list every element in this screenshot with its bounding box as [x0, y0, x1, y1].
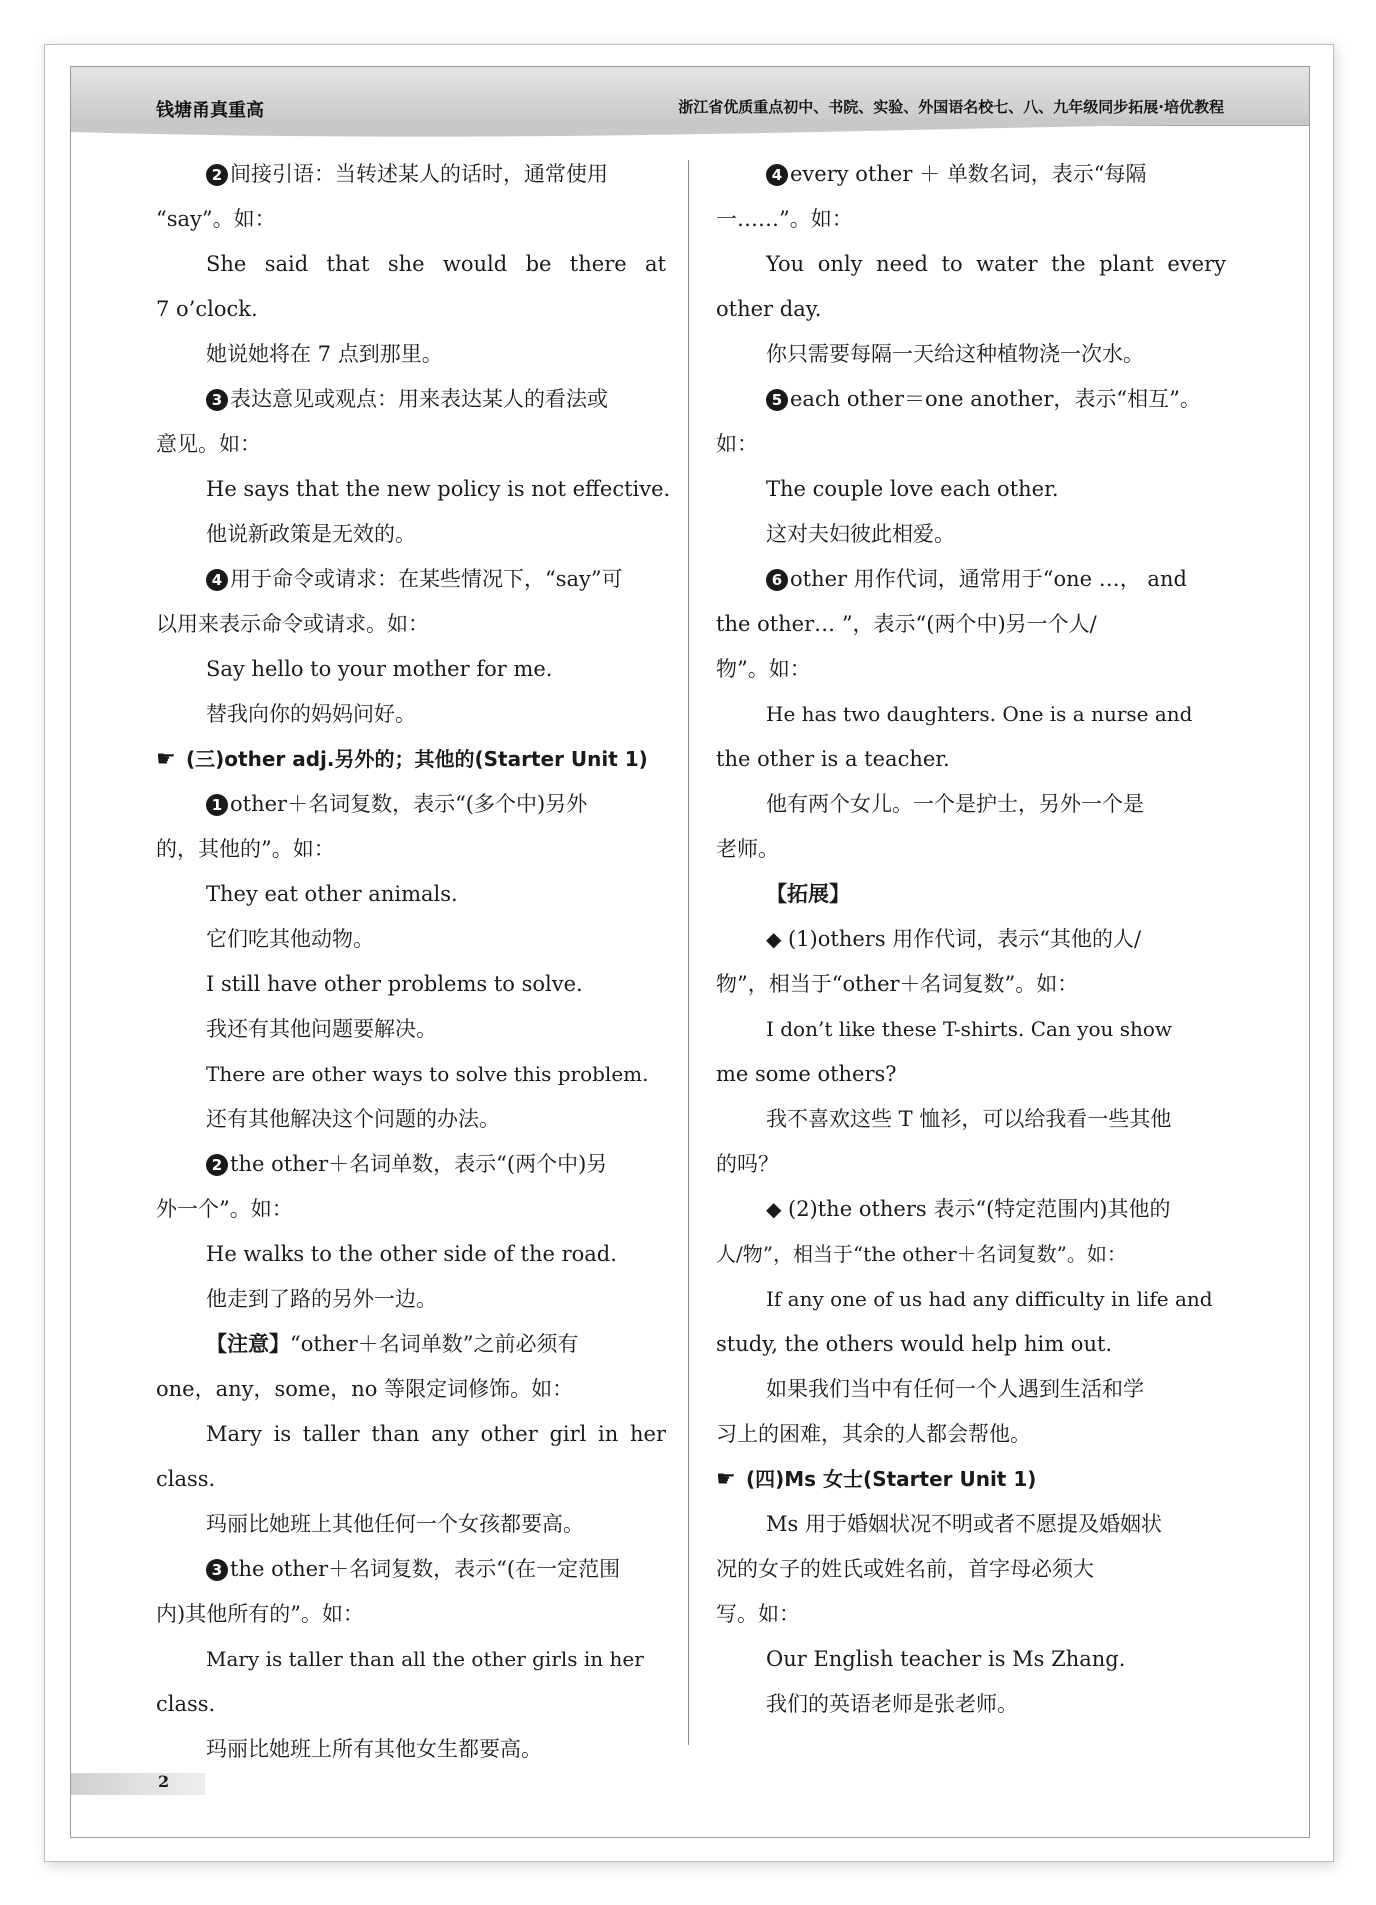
- example-en: He has two daughters. One is a nurse and: [766, 702, 1193, 726]
- paragraph-cont: 外一个”。如：: [156, 1197, 293, 1221]
- example-en: He says that the new policy is not effective.: [206, 477, 671, 501]
- example-zh: 玛丽比她班上其他任何一个女孩都要高。: [206, 1512, 584, 1536]
- footer-bar: [71, 1773, 205, 1795]
- example-en: Say hello to your mother for me.: [206, 657, 553, 681]
- paragraph: 2 the other＋名词单数，表示“(两个中)另: [156, 1142, 666, 1187]
- example-en: Mary is taller than all the other girls in her: [206, 1647, 644, 1671]
- example-en-cont: the other is a teacher.: [716, 747, 950, 771]
- paragraph: 3 the other＋名词复数，表示“(在一定范围: [156, 1547, 666, 1592]
- example-en-cont: class.: [156, 1467, 216, 1491]
- example-en: There are other ways to solve this problem.: [206, 1062, 649, 1086]
- example-zh: 它们吃其他动物。: [206, 927, 374, 951]
- right-column: [716, 152, 1226, 1727]
- example-zh-cont: 老师。: [716, 837, 779, 861]
- example-zh: 他走到了路的另外一边。: [206, 1287, 437, 1311]
- paragraph: 3 表达意见或观点：用来表达某人的看法或: [156, 377, 666, 422]
- page-number: 2: [158, 1772, 170, 1791]
- example-zh: 还有其他解决这个问题的办法。: [206, 1107, 500, 1131]
- example-en-cont: other day.: [716, 297, 822, 321]
- paragraph: ◆ (1)others 用作代词，表示“其他的人/: [716, 917, 1226, 962]
- section-heading-3: ☛ (三)other adj.另外的；其他的(Starter Unit 1): [156, 737, 666, 782]
- paragraph-cont: 写。如：: [716, 1602, 800, 1626]
- example-en: I still have other problems to solve.: [206, 972, 583, 996]
- example-zh-cont: 的吗？: [716, 1152, 779, 1176]
- circled-number-icon: 4: [766, 164, 788, 186]
- column-divider: [688, 160, 689, 1745]
- paragraph: 5 each other＝one another，表示“相互”。: [716, 377, 1226, 422]
- circled-number-icon: 2: [206, 164, 228, 186]
- paragraph-cont: 况的女子的姓氏或姓名前，首字母必须大: [716, 1557, 1094, 1581]
- example-zh: 你只需要每隔一天给这种植物浇一次水。: [766, 342, 1144, 366]
- paragraph-cont: one，any，some，no 等限定词修饰。如：: [156, 1377, 574, 1401]
- note-paragraph: 【注意】“other＋名词单数”之前必须有: [206, 1332, 579, 1356]
- paragraph-cont: 以用来表示命令或请求。如：: [156, 612, 429, 636]
- example-en: If any one of us had any difficulty in life and: [766, 1287, 1213, 1311]
- example-en: Our English teacher is Ms Zhang.: [766, 1647, 1126, 1671]
- example-zh-cont: 习上的困难，其余的人都会帮他。: [716, 1422, 1031, 1446]
- circled-number-icon: 5: [766, 389, 788, 411]
- paragraph: 1 other＋名词复数，表示“(多个中)另外: [156, 782, 666, 827]
- example-zh: 他说新政策是无效的。: [206, 522, 416, 546]
- header-left-title: 钱塘甬真重高: [156, 100, 264, 121]
- paragraph-cont: 意见。如：: [156, 432, 261, 456]
- paragraph-cont: 的，其他的”。如：: [156, 837, 335, 861]
- example-en: Mary is taller than any other girl in her: [206, 1422, 666, 1446]
- header-wave: [71, 118, 1309, 148]
- section-heading-4: ☛ (四)Ms 女士(Starter Unit 1): [716, 1457, 1226, 1502]
- pointing-hand-icon: ☛: [716, 1467, 736, 1492]
- example-en-cont: me some others?: [716, 1062, 897, 1086]
- example-zh: 替我向你的妈妈问好。: [206, 702, 416, 726]
- paragraph-cont: 物”。如：: [716, 657, 811, 681]
- paragraph-cont: “say”。如：: [156, 207, 276, 231]
- paragraph-cont: the other… ”，表示“(两个中)另一个人/: [716, 612, 1097, 636]
- left-column: [156, 152, 671, 1772]
- diamond-bullet-icon: ◆: [766, 1197, 782, 1221]
- example-en-cont: study, the others would help him out.: [716, 1332, 1113, 1356]
- circled-number-icon: 6: [766, 569, 788, 591]
- paragraph: 6 other 用作代词，通常用于“one …， and: [716, 557, 1226, 602]
- pointing-hand-icon: ☛: [156, 747, 176, 772]
- expand-label: 【拓展】: [766, 882, 850, 906]
- paragraph-cont: 如：: [716, 432, 758, 456]
- example-en: He walks to the other side of the road.: [206, 1242, 617, 1266]
- example-zh: 如果我们当中有任何一个人遇到生活和学: [766, 1377, 1144, 1401]
- paragraph-cont: 内)其他所有的”。如：: [156, 1602, 364, 1626]
- paragraph: 4 用于命令或请求：在某些情况下，“say”可: [156, 557, 666, 602]
- example-zh: 他有两个女儿。一个是护士，另外一个是: [766, 792, 1144, 816]
- example-zh: 我不喜欢这些 T 恤衫，可以给我看一些其他: [766, 1107, 1172, 1131]
- example-zh: 我们的英语老师是张老师。: [766, 1692, 1018, 1716]
- example-en-cont: class.: [156, 1692, 216, 1716]
- example-zh: 我还有其他问题要解决。: [206, 1017, 437, 1041]
- paragraph: ◆ (2)the others 表示“(特定范围内)其他的: [716, 1187, 1226, 1232]
- note-label: 【注意】: [206, 1332, 290, 1356]
- circled-number-icon: 2: [206, 1154, 228, 1176]
- example-zh: 这对夫妇彼此相爱。: [766, 522, 955, 546]
- paragraph: 4 every other ＋ 单数名词，表示“每隔: [716, 152, 1226, 197]
- paragraph-cont: 人/物”，相当于“the other＋名词复数”。如：: [716, 1242, 1127, 1266]
- circled-number-icon: 1: [206, 794, 228, 816]
- paragraph-cont: 一……”。如：: [716, 207, 853, 231]
- diamond-bullet-icon: ◆: [766, 927, 782, 951]
- paragraph-cont: 物”，相当于“other＋名词复数”。如：: [716, 972, 1079, 996]
- circled-number-icon: 3: [206, 389, 228, 411]
- example-en-cont: 7 o’clock.: [156, 297, 258, 321]
- example-zh: 她说她将在 7 点到那里。: [206, 342, 443, 366]
- example-en: She said that she would be there at: [206, 252, 666, 276]
- paragraph: Ms 用于婚姻状况不明或者不愿提及婚姻状: [766, 1512, 1162, 1536]
- example-en: I don’t like these T-shirts. Can you show: [766, 1017, 1173, 1041]
- circled-number-icon: 4: [206, 569, 228, 591]
- example-en: They eat other animals.: [206, 882, 458, 906]
- paragraph: 2 间接引语：当转述某人的话时，通常使用: [156, 152, 666, 197]
- example-en: The couple love each other.: [766, 477, 1059, 501]
- example-en: You only need to water the plant every: [766, 252, 1226, 276]
- example-zh: 玛丽比她班上所有其他女生都要高。: [206, 1737, 542, 1761]
- header-right-title: 浙江省优质重点初中、书院、实验、外国语名校七、八、九年级同步拓展·培优教程: [678, 98, 1224, 116]
- circled-number-icon: 3: [206, 1559, 228, 1581]
